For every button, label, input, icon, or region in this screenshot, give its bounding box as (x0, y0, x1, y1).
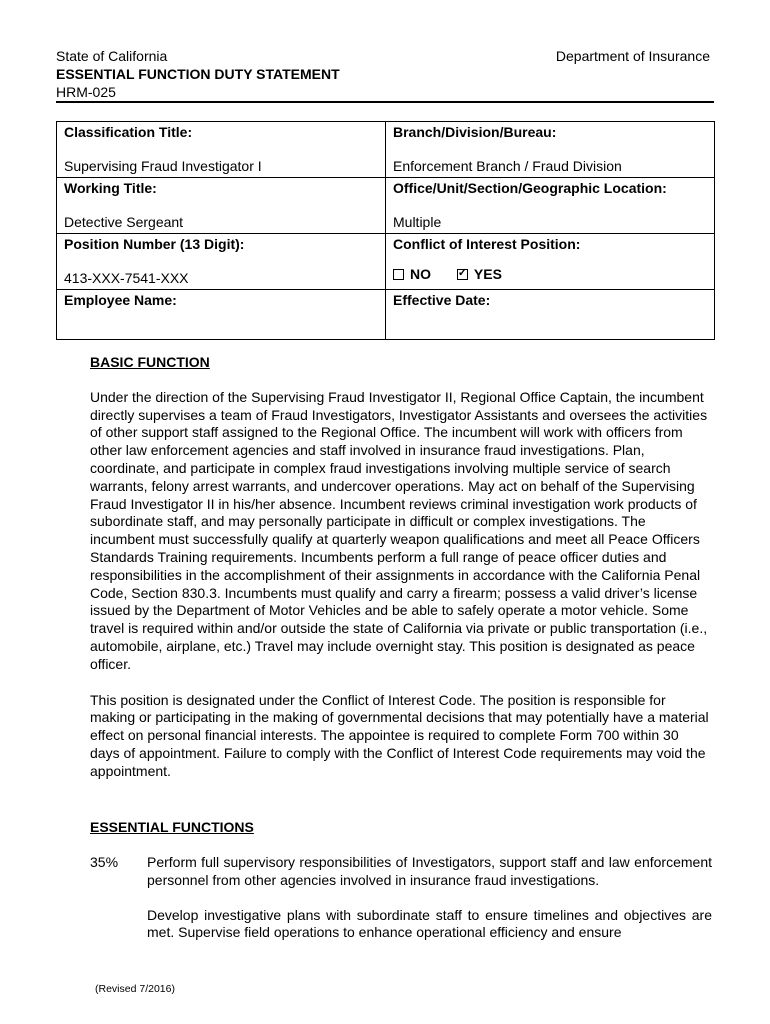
employee-name-label: Employee Name: (64, 292, 177, 308)
working-title-cell (57, 178, 386, 234)
document-title: ESSENTIAL FUNCTION DUTY STATEMENT (56, 66, 340, 82)
position-number-value: 413-XXX-7541-XXX (64, 270, 189, 286)
basic-function-paragraph-2: This position is designated under the Conflict of Interest Code. The position is responsible for making or participating in the making of governmental decisions that may potentially have a material effect on personal financial interests. The appointee is required to complete Form 700 within 30 days of appointment. Failure to comply with the Conflict of Interest Code requirements may void the appointment. (90, 691, 709, 779)
basic-function-title: BASIC FUNCTION (90, 354, 210, 370)
conflict-of-interest-options (393, 266, 707, 283)
branch-cell (386, 122, 715, 178)
essential-functions-title: ESSENTIAL FUNCTIONS (90, 819, 254, 835)
conflict-of-interest-label: Conflict of Interest Position: (393, 236, 581, 252)
conflict-yes-option[interactable] (457, 266, 502, 282)
effective-date-label: Effective Date: (393, 292, 491, 308)
position-info-table (56, 121, 715, 340)
essential-functions-section (90, 819, 712, 837)
form-code: HRM-025 (56, 84, 116, 100)
position-number-label: Position Number (13 Digit): (64, 236, 245, 252)
working-title-value: Detective Sergeant (64, 214, 184, 230)
classification-title-label: Classification Title: (64, 124, 193, 140)
office-cell (386, 178, 715, 234)
essential-function-text-1: Perform full supervisory responsibilities of Investigators, support staff and law enforcement personnel from other agencies involved in insurance fraud investigations. (147, 854, 712, 888)
department-name: Department of Insurance (555, 48, 710, 64)
document-header (56, 47, 340, 101)
conflict-no-option[interactable] (393, 266, 431, 282)
revision-note: (Revised 7/2016) (95, 983, 175, 995)
essential-function-item (90, 854, 712, 942)
classification-title-cell (57, 122, 386, 178)
essential-function-percent: 35% (90, 854, 119, 870)
conflict-yes-label: YES (473, 266, 502, 282)
employee-name-cell (57, 290, 386, 340)
conflict-of-interest-cell (386, 234, 715, 290)
classification-title-value: Supervising Fraud Investigator I (64, 158, 262, 174)
essential-function-text-2: Develop investigative plans with subordinate staff to ensure timelines and objectives are met. Supervise field operations to enhance operational efficiency and ensure (147, 906, 712, 941)
branch-label: Branch/Division/Bureau: (393, 124, 557, 140)
basic-function-paragraph-1: Under the direction of the Supervising Fraud Investigator II, Regional Office Captain, the incumbent directly supervises a team of Fraud Investigators, Investigator Assistants and oversees the activities of other support staff assigned to the Regional Office. The incumbent will work with officers from other law enforcement agencies and staff involved in insurance fraud investigations. Plan, coordinate, and participate in complex fraud investigations involving multiple service of search warrants, felony arrest warrants, and undercover operations. May act on behalf of the Supervising Fraud Investigator II in his/her absence. Incumbent reviews criminal investigation work products of subordinate staff, and may personally participate in difficult or complex investigations. The incumbent must successfully qualify at quarterly weapon qualifications and meet all Peace Officers Standards Training requirements. Incumbents perform a full range of peace officer duties and responsibilities in the accomplishment of their assignments in accordance with the California Penal Code, Section 830.3. Incumbents must qualify and carry a firearm; possess a valid driver’s license issued by the Department of Motor Vehicles and be able to safely operate a motor vehicle. Some travel is required within and/or outside the state of California via private or public transportation (i.e., automobile, airplane, etc.) Travel may include overnight stay. This position is designated as peace officer. (90, 388, 708, 672)
checkbox-unchecked-icon (393, 269, 404, 280)
working-title-label: Working Title: (64, 180, 157, 196)
basic-function-section (90, 354, 712, 781)
office-label: Office/Unit/Section/Geographic Location: (393, 180, 667, 196)
branch-value: Enforcement Branch / Fraud Division (393, 158, 622, 174)
header-divider (56, 101, 714, 103)
checkbox-checked-icon (457, 269, 468, 280)
position-number-cell (57, 234, 386, 290)
conflict-no-label: NO (410, 266, 431, 282)
effective-date-cell (386, 290, 715, 340)
state-name: State of California (56, 48, 168, 64)
office-value: Multiple (393, 214, 442, 230)
